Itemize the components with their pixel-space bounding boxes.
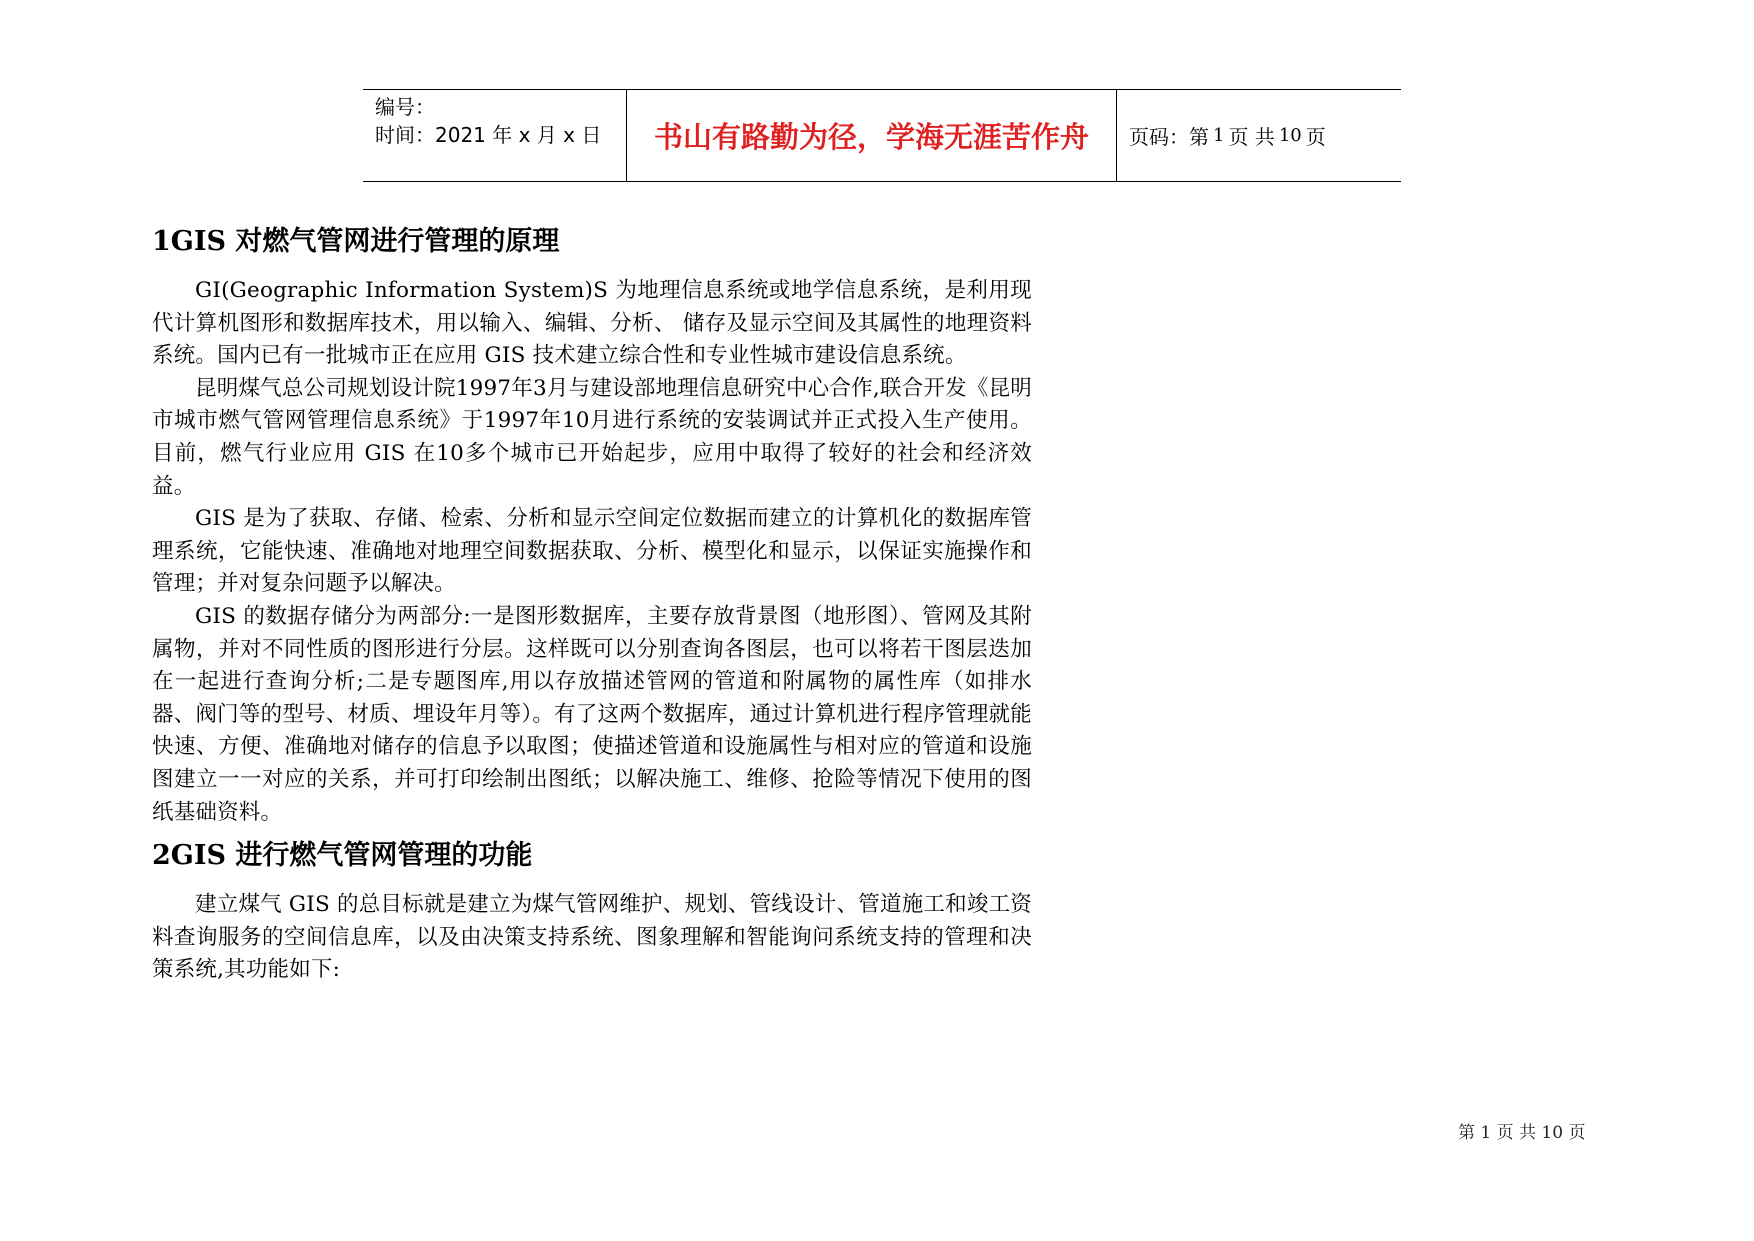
- section-heading-2: 2GIS 进行燃气管网管理的功能: [152, 840, 533, 872]
- page-total-number: 10: [1278, 125, 1302, 146]
- document-body: [152, 222, 1032, 987]
- section-heading-1: 1GIS 对燃气管网进行管理的原理: [152, 226, 560, 257]
- header-motto: 书山有路勤为径，学海无涯苦作舟: [653, 120, 1089, 154]
- page-prefix: 页码：第: [1129, 125, 1209, 149]
- header-page-cell: [1117, 90, 1401, 181]
- section-1-paragraph-3: GIS 是为了获取、存储、检索、分析和显示空间定位数据而建立的计算机化的数据库管理系统，它能快速、准确地对地理空间数据获取、分析、模型化和显示，以保证实施操作和管理；并对复杂问题予以解决。: [152, 506, 1032, 597]
- section-2-paragraph-1: 建立煤气 GIS 的总目标就是建立为煤气管网维护、规划、管线设计、管道施工和竣工资料查询服务的空间信息库，以及由决策支持系统、图象理解和智能询问系统支持的管理和决策系统,其功能如下:: [152, 892, 1032, 983]
- document-header: [363, 89, 1401, 182]
- page-suffix: 页: [1305, 125, 1326, 149]
- header-motto-cell: [627, 90, 1117, 181]
- header-meta-cell: [363, 90, 627, 181]
- section-1-paragraph-4: GIS 的数据存储分为两部分:一是图形数据库，主要存放背景图（地形图）、管网及其附属物，并对不同性质的图形进行分层。这样既可以分别查询各图层，也可以将若干图层迭加在一起进行查询分析;二是专题图库,用以存放描述管网的管道和附属物的属性库（如排水器、阀门等的型号、材质、埋设年月等）。有了这两个数据库，通过计算机进行程序管理就能快速、方便、准确地对储存的信息予以取图；使描述管道和设施属性与相对应的管道和设施图建立一一对应的关系，并可打印绘制出图纸；以解决施工、维修、抢险等情况下使用的图纸基础资料。: [152, 603, 1032, 825]
- section-1-paragraph-1: GI(Geographic Information System)S 为地理信息系统或地学信息系统，是利用现代计算机图形和数据库技术，用以输入、编辑、分析、 储存及显示空间及其属性的地理资料系统。国内已有一批城市正在应用 GIS 技术建立综合性和专业性城市建设信息系统。: [152, 278, 1032, 369]
- page-current-number: 1: [1213, 125, 1225, 146]
- page-mid: 页 共: [1228, 125, 1275, 149]
- section-1-paragraph-2: 昆明煤气总公司规划设计院1997年3月与建设部地理信息研究中心合作,联合开发《昆明市城市燃气管网管理信息系统》于1997年10月进行系统的安装调试并正式投入生产使用。目前，燃气行业应用 GIS 在10多个城市已开始起步，应用中取得了较好的社会和经济效益。: [152, 375, 1032, 499]
- document-time-label: 时间：2021 年 x 月 x 日: [375, 123, 602, 147]
- page-footer: 第 1 页 共 10 页: [1458, 1123, 1586, 1143]
- document-number-label: 编号：: [375, 95, 435, 119]
